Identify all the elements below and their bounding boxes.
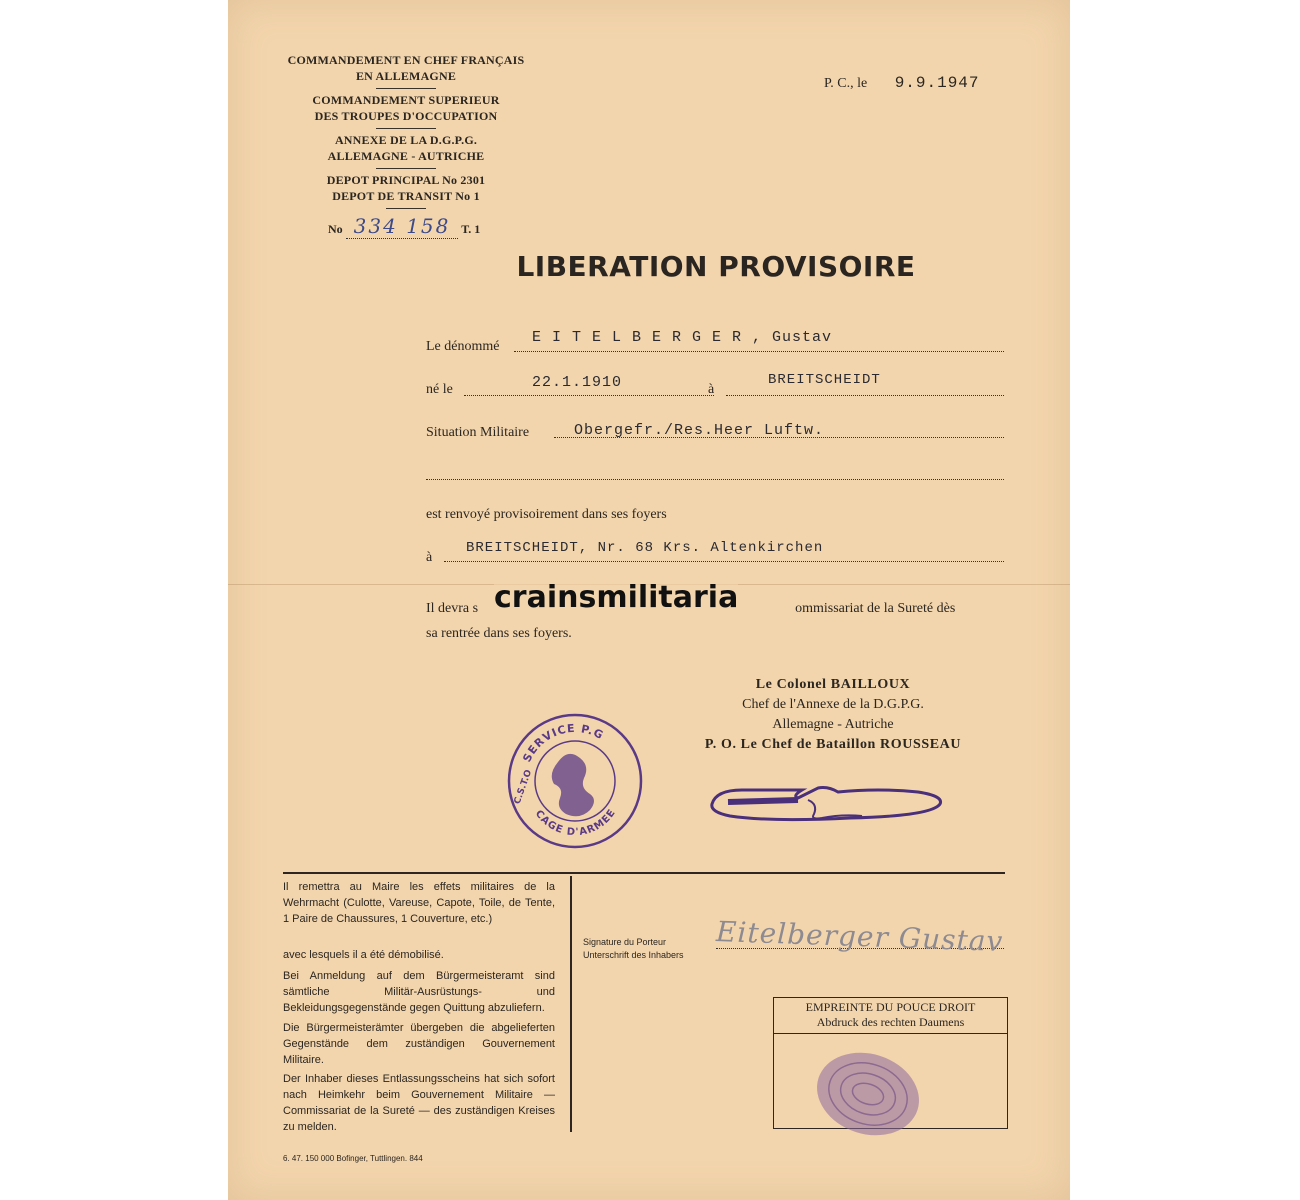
porteur-label-fr: Signature du Porteur [583, 937, 667, 947]
military-label: Situation Militaire [426, 425, 530, 440]
instruction-line-2: sa rentrée dans ses foyers. [426, 626, 572, 641]
number-label: No [328, 222, 343, 236]
date-label: P. C., le [824, 76, 868, 91]
sent-home-text: est renvoyé provisoirement dans ses foyers [426, 507, 667, 522]
instruction-end: ommissariat de la Sureté dès [795, 601, 956, 616]
military-value: Obergefr./Res.Heer Luftw. [574, 422, 825, 439]
born-value: 22.1.1910 [532, 374, 623, 391]
signatory-colonel: Le Colonel BAILLOUX [755, 677, 911, 692]
header-annexe [276, 132, 536, 164]
number-suffix: T. 1 [461, 222, 481, 236]
lower-text-p4: Die Bürgermeisterämter übergeben die abgelieferten Gegenstände dem zuständigen Gouvernement Militaire. [283, 1022, 555, 1066]
header-line: DEPOT PRINCIPAL No 2301 [326, 173, 486, 187]
header-superior [276, 92, 536, 124]
blank-dotted-line [426, 478, 1004, 480]
address-value: BREITSCHEIDT, Nr. 68 Krs. Altenkirchen [466, 540, 824, 556]
name-value: E I T E L B E R G E R , Gustav [532, 329, 833, 346]
official-stamp [506, 712, 644, 850]
header-divider [376, 88, 436, 89]
thumbprint-box [773, 997, 1008, 1129]
watermark-text: crainsmilitaria [494, 580, 739, 615]
signatory-po: P. O. Le Chef de Bataillon ROUSSEAU [704, 737, 962, 752]
stamp-eagle-icon [552, 754, 594, 816]
bearer-signature: Eitelberger Gustav [715, 914, 1004, 959]
porteur-labels [583, 936, 684, 962]
header-depot [276, 172, 536, 204]
thumbprint-header [774, 998, 1007, 1034]
lower-section-rule [283, 872, 1005, 874]
header-line: EN ALLEMAGNE [355, 69, 457, 83]
signatory-title: Chef de l'Annexe de la D.G.P.G. [742, 697, 924, 712]
header-line: DES TROUPES D'OCCUPATION [314, 109, 498, 123]
document-number [328, 214, 480, 238]
porteur-label-de: Unterschrift des Inhabers [583, 950, 684, 960]
document-page [228, 0, 1070, 1200]
signatory-block [648, 675, 1018, 755]
header-line: ANNEXE DE LA D.G.P.G. [334, 133, 478, 147]
born-dotted-line [464, 394, 714, 396]
printer-imprint: 6. 47. 150 000 Bofinger, Tuttlingen. 844 [283, 1154, 423, 1163]
thumbprint-label-fr: EMPREINTE DU POUCE DROIT [805, 1000, 976, 1014]
born-place: BREITSCHEIDT [768, 372, 881, 388]
date-line [824, 74, 980, 92]
stamp-left-text: C.S.T.O [512, 768, 535, 806]
header-divider [386, 208, 426, 209]
signatory-region: Allemagne - Autriche [772, 717, 894, 732]
header-line: ALLEMAGNE - AUTRICHE [327, 149, 485, 163]
name-dotted-line [514, 350, 1004, 352]
header-line: DEPOT DE TRANSIT No 1 [332, 189, 480, 203]
header-line: COMMANDEMENT SUPERIEUR [312, 93, 500, 107]
place-dotted-line [726, 394, 1004, 396]
header-divider [376, 128, 436, 129]
born-label: né le [426, 382, 453, 397]
lower-text-p5: Der Inhaber dieses Entlassungsscheins hat sich sofort nach Heimkehr beim Gouvernement Militaire — Commissariat de la Sureté — des zuständigen Kreises zu melden. [283, 1073, 555, 1133]
lower-text-p1: Il remettra au Maire les effets militaires de la Wehrmacht (Culotte, Vareuse, Capote, Toile, de Tente, 1 Paire de Chaussures, 1 Couverture, etc.) [283, 881, 555, 925]
at-label: à [708, 382, 715, 397]
lower-text-p3: Bei Anmeldung auf dem Bürgermeisteramt sind sämtliche Militär-Ausrüstungs- und Bekleidungsgegenstände gegen Quittung abzuliefern. [283, 970, 555, 1014]
name-label: Le dénommé [426, 339, 500, 354]
lower-text-p2: avec lesquels il a été démobilisé. [283, 949, 444, 961]
header-line: COMMANDEMENT EN CHEF FRANÇAIS [287, 53, 525, 67]
header-divider [376, 168, 436, 169]
officer-signature [708, 782, 948, 826]
address-label: à [426, 550, 433, 565]
document-title: LIBERATION PROVISOIRE [516, 250, 916, 283]
date-value: 9.9.1947 [894, 74, 980, 92]
stamp-bottom-text: CAGE D'ARMEE [532, 807, 619, 839]
lower-section-divider [570, 876, 572, 1132]
number-value: 334 158 [346, 214, 459, 239]
header-command [276, 52, 536, 84]
thumbprint-icon [812, 1048, 924, 1140]
instruction-start: Il devra s [426, 601, 479, 616]
address-dotted-line [444, 560, 1004, 562]
thumbprint-label-de: Abdruck des rechten Daumens [816, 1015, 965, 1029]
stamp-top-text: SERVICE P.G [520, 721, 606, 765]
